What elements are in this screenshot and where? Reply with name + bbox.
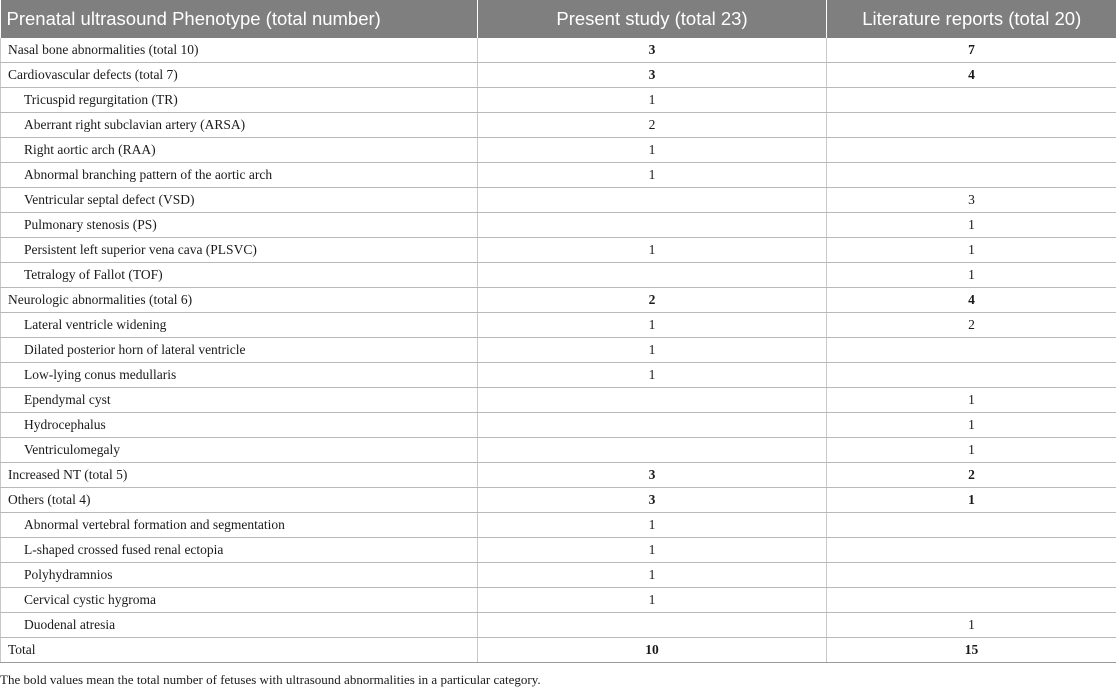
phenotype-cell: Tricuspid regurgitation (TR): [1, 88, 478, 113]
literature-reports-cell: 1: [827, 388, 1116, 413]
literature-reports-cell: 1: [827, 263, 1116, 288]
literature-reports-cell: 4: [827, 288, 1116, 313]
table-row-category: [1, 63, 1116, 88]
table-row: [1, 613, 1116, 638]
phenotype-cell: Others (total 4): [1, 488, 478, 513]
table-row: [1, 138, 1116, 163]
phenotype-cell: Abnormal branching pattern of the aortic arch: [1, 163, 478, 188]
literature-reports-cell: 4: [827, 63, 1116, 88]
phenotype-cell: Neurologic abnormalities (total 6): [1, 288, 478, 313]
phenotype-cell: Nasal bone abnormalities (total 10): [1, 38, 478, 63]
table-row-category: [1, 463, 1116, 488]
table-header: [1, 0, 1116, 38]
phenotype-cell: Dilated posterior horn of lateral ventricle: [1, 338, 478, 363]
table-row: [1, 588, 1116, 613]
literature-reports-cell: [827, 113, 1116, 138]
present-study-cell: [478, 188, 827, 213]
literature-reports-cell: 7: [827, 38, 1116, 63]
literature-reports-cell: 3: [827, 188, 1116, 213]
phenotype-cell: Persistent left superior vena cava (PLSVC): [1, 238, 478, 263]
literature-reports-cell: [827, 338, 1116, 363]
phenotype-cell: L-shaped crossed fused renal ectopia: [1, 538, 478, 563]
phenotype-cell: Low-lying conus medullaris: [1, 363, 478, 388]
literature-reports-cell: 1: [827, 438, 1116, 463]
literature-reports-cell: [827, 588, 1116, 613]
present-study-cell: 3: [478, 63, 827, 88]
phenotype-cell: Cervical cystic hygroma: [1, 588, 478, 613]
phenotype-cell: Abnormal vertebral formation and segmentation: [1, 513, 478, 538]
phenotype-cell: Ventriculomegaly: [1, 438, 478, 463]
table-footnote: The bold values mean the total number of fetuses with ultrasound abnormalities in a particular category.: [0, 672, 541, 687]
phenotype-cell: Total: [1, 638, 478, 663]
literature-reports-cell: [827, 88, 1116, 113]
present-study-cell: 1: [478, 163, 827, 188]
literature-reports-cell: 1: [827, 213, 1116, 238]
phenotype-cell: Cardiovascular defects (total 7): [1, 63, 478, 88]
present-study-cell: 1: [478, 513, 827, 538]
table-row: [1, 413, 1116, 438]
literature-reports-cell: 2: [827, 463, 1116, 488]
present-study-cell: 10: [478, 638, 827, 663]
literature-reports-cell: 1: [827, 488, 1116, 513]
literature-reports-cell: [827, 563, 1116, 588]
present-study-cell: [478, 613, 827, 638]
present-study-cell: 1: [478, 88, 827, 113]
present-study-cell: 1: [478, 363, 827, 388]
literature-reports-cell: [827, 538, 1116, 563]
table-row: [1, 88, 1116, 113]
phenotype-cell: Hydrocephalus: [1, 413, 478, 438]
header-literature-reports: Literature reports (total 20): [827, 0, 1116, 38]
table-row: [1, 163, 1116, 188]
table-row: [1, 113, 1116, 138]
header-present-study: Present study (total 23): [478, 0, 827, 38]
present-study-cell: 3: [478, 488, 827, 513]
present-study-cell: 3: [478, 38, 827, 63]
table-row: [1, 363, 1116, 388]
literature-reports-cell: 2: [827, 313, 1116, 338]
phenotype-cell: Tetralogy of Fallot (TOF): [1, 263, 478, 288]
present-study-cell: 1: [478, 588, 827, 613]
table-row: [1, 263, 1116, 288]
header-row: [1, 0, 1116, 38]
phenotype-cell: Increased NT (total 5): [1, 463, 478, 488]
table-row: [1, 388, 1116, 413]
phenotype-cell: Ventricular septal defect (VSD): [1, 188, 478, 213]
present-study-cell: 2: [478, 288, 827, 313]
present-study-cell: 2: [478, 113, 827, 138]
present-study-cell: 1: [478, 313, 827, 338]
literature-reports-cell: 1: [827, 238, 1116, 263]
phenotype-cell: Duodenal atresia: [1, 613, 478, 638]
present-study-cell: 3: [478, 463, 827, 488]
table-row-category: [1, 488, 1116, 513]
table-row-category: [1, 288, 1116, 313]
present-study-cell: [478, 263, 827, 288]
table-row: [1, 513, 1116, 538]
literature-reports-cell: [827, 163, 1116, 188]
phenotype-cell: Pulmonary stenosis (PS): [1, 213, 478, 238]
phenotype-cell: Ependymal cyst: [1, 388, 478, 413]
table-row: [1, 313, 1116, 338]
table-row: [1, 338, 1116, 363]
present-study-cell: 1: [478, 238, 827, 263]
table-row: [1, 213, 1116, 238]
present-study-cell: 1: [478, 538, 827, 563]
phenotype-cell: Aberrant right subclavian artery (ARSA): [1, 113, 478, 138]
present-study-cell: [478, 438, 827, 463]
table-row: [1, 538, 1116, 563]
literature-reports-cell: 1: [827, 613, 1116, 638]
phenotype-cell: Lateral ventricle widening: [1, 313, 478, 338]
table-row: [1, 438, 1116, 463]
table-row: [1, 188, 1116, 213]
literature-reports-cell: [827, 363, 1116, 388]
table-row: [1, 563, 1116, 588]
table-body: [1, 38, 1116, 663]
literature-reports-cell: [827, 513, 1116, 538]
present-study-cell: 1: [478, 138, 827, 163]
literature-reports-cell: [827, 138, 1116, 163]
present-study-cell: 1: [478, 338, 827, 363]
phenotype-cell: Right aortic arch (RAA): [1, 138, 478, 163]
present-study-cell: [478, 388, 827, 413]
present-study-cell: [478, 213, 827, 238]
header-phenotype: Prenatal ultrasound Phenotype (total number): [1, 0, 478, 38]
present-study-cell: 1: [478, 563, 827, 588]
present-study-cell: [478, 413, 827, 438]
phenotype-cell: Polyhydramnios: [1, 563, 478, 588]
literature-reports-cell: 1: [827, 413, 1116, 438]
literature-reports-cell: 15: [827, 638, 1116, 663]
table-row: [1, 238, 1116, 263]
table-row-category: [1, 638, 1116, 663]
table-row-category: [1, 38, 1116, 63]
